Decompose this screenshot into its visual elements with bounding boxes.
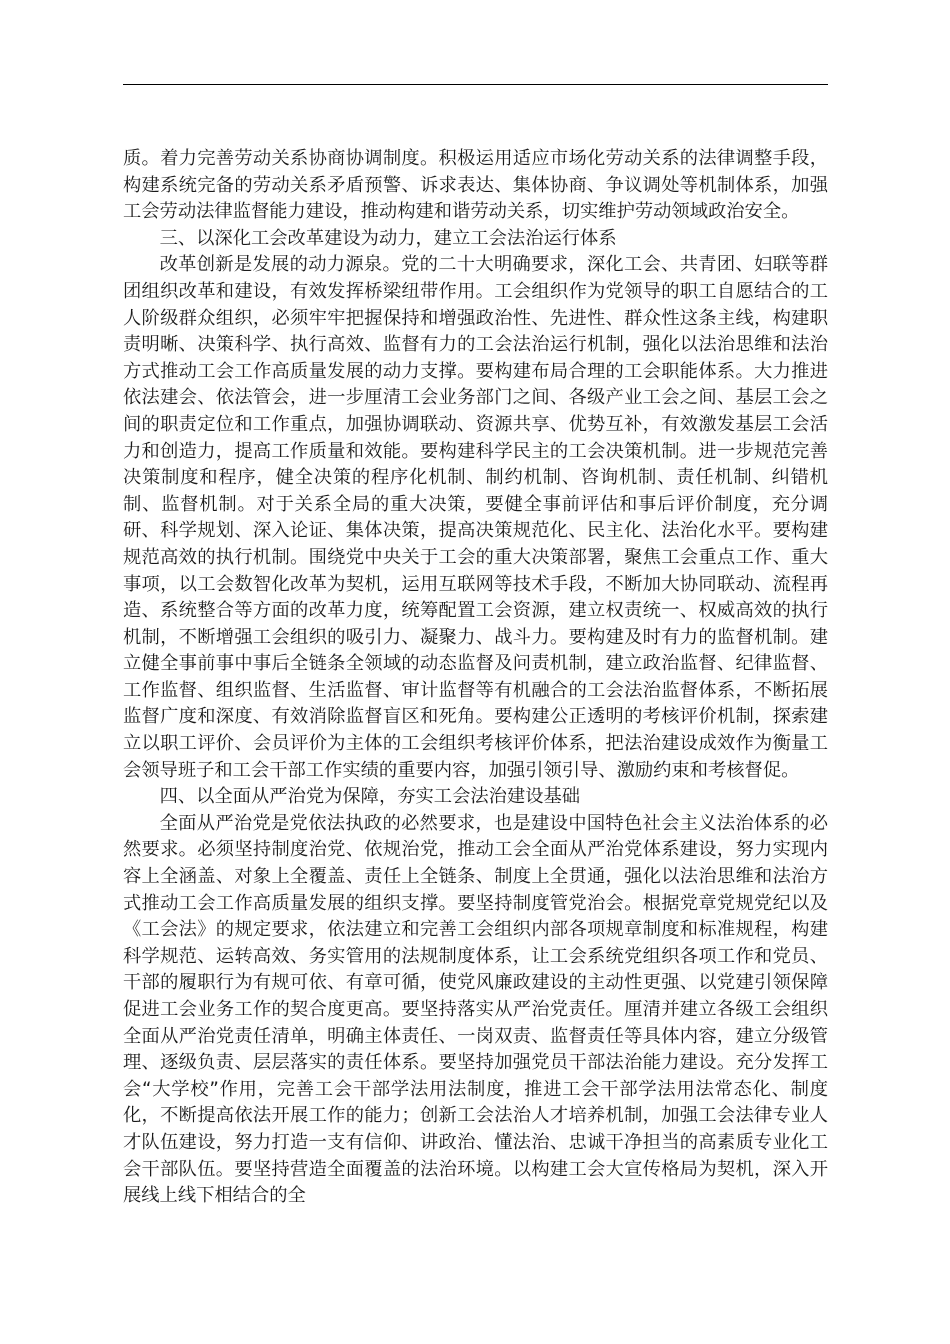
header-rule — [123, 84, 828, 85]
document-body — [123, 146, 828, 1210]
section-heading-4: 四、以全面从严治党为保障，夯实工会法治建设基础 — [159, 786, 581, 808]
paragraph-section-4: 全面从严治党是党依法执政的必然要求，也是建设中国特色社会主义法治体系的必然要求。必须坚持制度治党、依规治党，推动工会全面从严治党体系建设，努力实现内容上全涵盖、对象上全覆盖、责任上全链条、制度上全贯通，强化以法治思维和法治方式推动工会工作高质量发展的组织支撑。要坚持制度管党治会。根据党章党规党纪以及《工会法》的规定要求，依法建立和完善工会组织内部各项规章制度和标准规程，构建科学规范、运转高效、务实管用的法规制度体系，让工会系统党组织各项工作和党员、干部的履职行为有规可依、有章可循，使党风廉政建设的主动性更强、以党建引领保障促进工会业务工作的契合度更高。要坚持落实从严治党责任。厘清并建立各级工会组织全面从严治党责任清单，明确主体责任、一岗双责、监督责任等具体内容，建立分级管理、逐级负责、层层落实的责任体系。要坚持加强党员干部法治能力建设。充分发挥工会“大学校”作用，完善工会干部学法用法制度，推进工会干部学法用法常态化、制度化，不断提高依法开展工作的能力；创新工会法治人才培养机制，加强工会法律专业人才队伍建设，努力打造一支有信仰、讲政治、懂法治、忠诚干净担当的高素质专业化工会干部队伍。要坚持营造全面覆盖的法治环境。以构建工会大宣传格局为契机，深入开展线上线下相结合的全 — [123, 812, 828, 1207]
paragraph-section-3: 改革创新是发展的动力源泉。党的二十大明确要求，深化工会、共青团、妇联等群团组织改革和建设，有效发挥桥梁纽带作用。工会组织作为党领导的职工自愿结合的工人阶级群众组织，必须牢牢把握保持和增强政治性、先进性、群众性这条主线，构建职责明晰、决策科学、执行高效、监督有力的工会法治运行机制，强化以法治思维和法治方式推动工会工作高质量发展的动力支撑。要构建布局合理的工会职能体系。大力推进依法建会、依法管会，进一步厘清工会业务部门之间、各级产业工会之间、基层工会之间的职责定位和工作重点，加强协调联动、资源共享、优势互补，有效激发基层工会活力和创造力，提高工作质量和效能。要构建科学民主的工会决策机制。进一步规范完善决策制度和程序，健全决策的程序化机制、制约机制、咨询机制、责任机制、纠错机制、监督机制。对于关系全局的重大决策，要健全事前评估和事后评价制度，充分调研、科学规划、深入论证、集体决策，提高决策规范化、民主化、法治化水平。要构建规范高效的执行机制。围绕党中央关于工会的重大决策部署，聚焦工会重点工作、重大事项，以工会数智化改革为契机，运用互联网等技术手段，不断加大协同联动、流程再造、系统整合等方面的改革力度，统筹配置工会资源，建立权责统一、权威高效的执行机制，不断增强工会组织的吸引力、凝聚力、战斗力。要构建及时有力的监督机制。建立健全事前事中事后全链条全领域的动态监督及问责机制，建立政治监督、纪律监督、工作监督、组织监督、生活监督、审计监督等有机融合的工会法治监督体系，不断拓展监督广度和深度、有效消除监督盲区和死角。要构建公正透明的考核评价机制，探索建立以职工评价、会员评价为主体的工会组织考核评价体系，把法治建设成效作为衡量工会领导班子和工会干部工作实绩的重要内容，加强引领引导、激励约束和考核督促。 — [123, 254, 828, 781]
section-heading-3: 三、以深化工会改革建设为动力，建立工会法治运行体系 — [159, 227, 617, 249]
paragraph-continuation: 质。着力完善劳动关系协商协调制度。积极运用适应市场化劳动关系的法律调整手段，构建系统完备的劳动关系矛盾预警、诉求表达、集体协商、争议调处等机制体系，加强工会劳动法律监督能力建设，推动构建和谐劳动关系，切实维护劳动领域政治安全。 — [123, 148, 828, 223]
